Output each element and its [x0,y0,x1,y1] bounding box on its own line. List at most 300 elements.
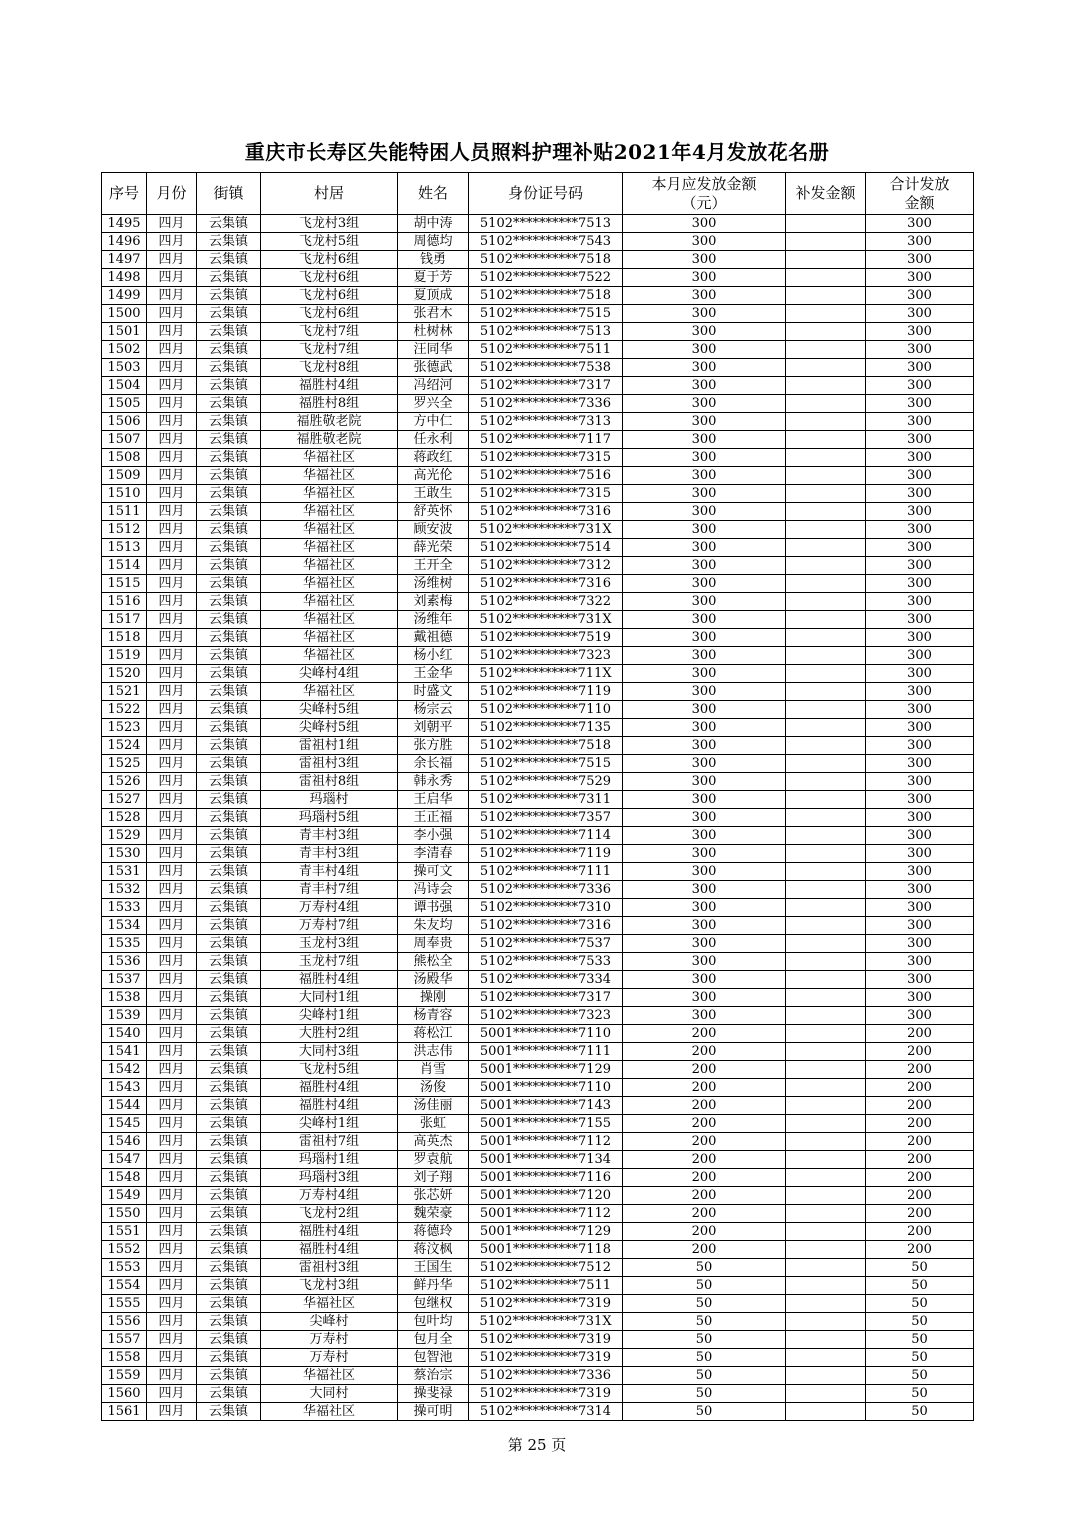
cell-due-amount: 300 [623,575,786,593]
cell-month: 四月 [147,521,197,539]
cell-supp-amount [786,323,866,341]
table-row [102,827,974,845]
cell-village: 青丰村3组 [261,845,398,863]
cell-id: 5102**********7323 [469,1007,623,1025]
table-row [102,863,974,881]
table-row [102,1205,974,1223]
cell-total-amount: 200 [866,1169,974,1187]
cell-town: 云集镇 [197,377,261,395]
cell-total-amount: 50 [866,1277,974,1295]
cell-name: 张君木 [398,305,469,323]
cell-name: 夏于芳 [398,269,469,287]
table-row [102,611,974,629]
cell-seq: 1507 [102,431,147,449]
cell-total-amount: 200 [866,1043,974,1061]
cell-due-amount: 300 [623,809,786,827]
cell-supp-amount [786,665,866,683]
cell-name: 戴祖德 [398,629,469,647]
cell-seq: 1534 [102,917,147,935]
cell-total-amount: 50 [866,1313,974,1331]
cell-name: 张方胜 [398,737,469,755]
page-title: 重庆市长寿区失能特困人员照料护理补贴2021年4月发放花名册 [244,140,830,164]
cell-due-amount: 200 [623,1061,786,1079]
cell-supp-amount [786,539,866,557]
cell-supp-amount [786,341,866,359]
cell-total-amount: 300 [866,287,974,305]
cell-seq: 1539 [102,1007,147,1025]
cell-id: 5102**********731X [469,611,623,629]
cell-due-amount: 300 [623,611,786,629]
cell-id: 5102**********7311 [469,791,623,809]
header-due-amount [623,173,786,215]
cell-name: 洪志伟 [398,1043,469,1061]
cell-month: 四月 [147,1061,197,1079]
table-row [102,395,974,413]
cell-seq: 1533 [102,899,147,917]
cell-month: 四月 [147,359,197,377]
cell-month: 四月 [147,1151,197,1169]
cell-month: 四月 [147,1097,197,1115]
cell-due-amount: 50 [623,1295,786,1313]
cell-total-amount: 50 [866,1331,974,1349]
cell-month: 四月 [147,683,197,701]
cell-supp-amount [786,629,866,647]
cell-name: 任永利 [398,431,469,449]
table-row [102,305,974,323]
cell-seq: 1556 [102,1313,147,1331]
cell-total-amount: 200 [866,1097,974,1115]
header-due-line1: 本月应发放金额 [651,174,757,193]
cell-town: 云集镇 [197,827,261,845]
cell-town: 云集镇 [197,953,261,971]
cell-name: 张德武 [398,359,469,377]
cell-name: 朱友均 [398,917,469,935]
table-row [102,845,974,863]
cell-village: 大胜村2组 [261,1025,398,1043]
cell-due-amount: 50 [623,1403,786,1421]
cell-name: 罗兴全 [398,395,469,413]
cell-seq: 1503 [102,359,147,377]
cell-due-amount: 300 [623,341,786,359]
table-row [102,359,974,377]
cell-town: 云集镇 [197,647,261,665]
cell-supp-amount [786,287,866,305]
cell-id: 5102**********731X [469,521,623,539]
cell-id: 5001**********7134 [469,1151,623,1169]
cell-month: 四月 [147,1331,197,1349]
cell-seq: 1517 [102,611,147,629]
cell-month: 四月 [147,1043,197,1061]
cell-seq: 1525 [102,755,147,773]
table-row [102,1223,974,1241]
cell-due-amount: 300 [623,539,786,557]
cell-total-amount: 300 [866,305,974,323]
cell-supp-amount [786,575,866,593]
cell-due-amount: 300 [623,737,786,755]
cell-total-amount: 300 [866,269,974,287]
cell-town: 云集镇 [197,269,261,287]
table-row [102,1241,974,1259]
cell-town: 云集镇 [197,845,261,863]
cell-village: 大同村1组 [261,989,398,1007]
cell-seq: 1510 [102,485,147,503]
cell-due-amount: 300 [623,359,786,377]
cell-supp-amount [786,1187,866,1205]
table-row [102,971,974,989]
cell-supp-amount [786,485,866,503]
cell-name: 钱勇 [398,251,469,269]
cell-id: 5102**********7543 [469,233,623,251]
cell-due-amount: 300 [623,305,786,323]
cell-due-amount: 200 [623,1025,786,1043]
cell-month: 四月 [147,377,197,395]
header-row [102,173,974,215]
table-row [102,1169,974,1187]
cell-name: 方中仁 [398,413,469,431]
cell-name: 张虹 [398,1115,469,1133]
cell-total-amount: 300 [866,773,974,791]
cell-village: 玛瑙村5组 [261,809,398,827]
cell-id: 5102**********7315 [469,449,623,467]
cell-id: 5102**********731X [469,1313,623,1331]
cell-id: 5001**********7155 [469,1115,623,1133]
cell-seq: 1557 [102,1331,147,1349]
cell-month: 四月 [147,323,197,341]
cell-town: 云集镇 [197,323,261,341]
cell-name: 汤佳丽 [398,1097,469,1115]
cell-supp-amount [786,1169,866,1187]
cell-due-amount: 300 [623,917,786,935]
cell-due-amount: 300 [623,683,786,701]
cell-seq: 1542 [102,1061,147,1079]
cell-seq: 1528 [102,809,147,827]
roster-body [102,215,974,1421]
cell-town: 云集镇 [197,917,261,935]
cell-seq: 1520 [102,665,147,683]
cell-supp-amount [786,881,866,899]
cell-supp-amount [786,827,866,845]
cell-due-amount: 300 [623,251,786,269]
cell-total-amount: 300 [866,719,974,737]
cell-seq: 1523 [102,719,147,737]
cell-seq: 1500 [102,305,147,323]
cell-name: 汤俊 [398,1079,469,1097]
cell-town: 云集镇 [197,467,261,485]
cell-month: 四月 [147,1277,197,1295]
cell-name: 操斐禄 [398,1385,469,1403]
cell-id: 5102**********7357 [469,809,623,827]
cell-seq: 1527 [102,791,147,809]
cell-supp-amount [786,611,866,629]
cell-due-amount: 300 [623,827,786,845]
cell-village: 雷祖村7组 [261,1133,398,1151]
cell-total-amount: 300 [866,629,974,647]
cell-supp-amount [786,701,866,719]
cell-village: 华福社区 [261,539,398,557]
cell-month: 四月 [147,575,197,593]
cell-name: 汪同华 [398,341,469,359]
cell-town: 云集镇 [197,521,261,539]
table-row [102,431,974,449]
cell-name: 操刚 [398,989,469,1007]
cell-village: 飞龙村6组 [261,305,398,323]
cell-town: 云集镇 [197,1331,261,1349]
cell-total-amount: 300 [866,827,974,845]
cell-seq: 1509 [102,467,147,485]
cell-id: 5102**********7537 [469,935,623,953]
cell-village: 玛瑙村1组 [261,1151,398,1169]
cell-id: 5102**********7315 [469,485,623,503]
cell-village: 飞龙村7组 [261,341,398,359]
cell-seq: 1499 [102,287,147,305]
cell-id: 5102**********7319 [469,1349,623,1367]
cell-total-amount: 200 [866,1241,974,1259]
cell-town: 云集镇 [197,1349,261,1367]
cell-name: 刘朝平 [398,719,469,737]
cell-name: 李清春 [398,845,469,863]
cell-town: 云集镇 [197,701,261,719]
table-row [102,791,974,809]
cell-village: 青丰村3组 [261,827,398,845]
table-row [102,773,974,791]
cell-month: 四月 [147,809,197,827]
cell-village: 尖峰村1组 [261,1115,398,1133]
cell-supp-amount [786,467,866,485]
cell-total-amount: 300 [866,449,974,467]
table-row [102,647,974,665]
cell-seq: 1495 [102,215,147,233]
cell-id: 5102**********7110 [469,701,623,719]
cell-month: 四月 [147,953,197,971]
cell-seq: 1504 [102,377,147,395]
cell-supp-amount [786,845,866,863]
cell-supp-amount [786,1349,866,1367]
cell-total-amount: 300 [866,233,974,251]
cell-month: 四月 [147,1169,197,1187]
cell-month: 四月 [147,1187,197,1205]
cell-supp-amount [786,863,866,881]
header-town: 街镇 [197,173,261,215]
cell-total-amount: 200 [866,1025,974,1043]
cell-total-amount: 200 [866,1079,974,1097]
cell-name: 蒋汶枫 [398,1241,469,1259]
cell-month: 四月 [147,593,197,611]
cell-month: 四月 [147,305,197,323]
cell-supp-amount [786,683,866,701]
cell-due-amount: 300 [623,431,786,449]
cell-total-amount: 300 [866,485,974,503]
cell-village: 福胜村4组 [261,1097,398,1115]
cell-town: 云集镇 [197,1403,261,1421]
cell-due-amount: 300 [623,953,786,971]
cell-seq: 1544 [102,1097,147,1115]
cell-id: 5102**********7114 [469,827,623,845]
cell-name: 杨小红 [398,647,469,665]
cell-total-amount: 300 [866,395,974,413]
cell-name: 王国生 [398,1259,469,1277]
cell-total-amount: 50 [866,1259,974,1277]
cell-village: 尖峰村 [261,1313,398,1331]
cell-supp-amount [786,773,866,791]
cell-month: 四月 [147,1403,197,1421]
table-row [102,377,974,395]
cell-name: 杨宗云 [398,701,469,719]
cell-seq: 1529 [102,827,147,845]
table-row [102,1259,974,1277]
cell-seq: 1516 [102,593,147,611]
cell-town: 云集镇 [197,359,261,377]
cell-seq: 1543 [102,1079,147,1097]
cell-month: 四月 [147,1385,197,1403]
cell-month: 四月 [147,1115,197,1133]
cell-town: 云集镇 [197,1151,261,1169]
cell-village: 华福社区 [261,467,398,485]
table-row [102,989,974,1007]
cell-total-amount: 300 [866,647,974,665]
cell-name: 王敢生 [398,485,469,503]
cell-village: 万寿村4组 [261,899,398,917]
table-row [102,1403,974,1421]
cell-month: 四月 [147,1367,197,1385]
cell-month: 四月 [147,1295,197,1313]
cell-seq: 1518 [102,629,147,647]
cell-supp-amount [786,1385,866,1403]
cell-village: 华福社区 [261,611,398,629]
cell-month: 四月 [147,665,197,683]
cell-village: 飞龙村5组 [261,233,398,251]
cell-month: 四月 [147,1007,197,1025]
cell-name: 肖雪 [398,1061,469,1079]
cell-town: 云集镇 [197,1115,261,1133]
cell-id: 5102**********7117 [469,431,623,449]
cell-name: 谭书强 [398,899,469,917]
cell-total-amount: 300 [866,917,974,935]
cell-seq: 1540 [102,1025,147,1043]
cell-id: 5102**********7319 [469,1385,623,1403]
cell-total-amount: 300 [866,971,974,989]
cell-town: 云集镇 [197,809,261,827]
table-row [102,467,974,485]
cell-id: 5102**********7313 [469,413,623,431]
cell-village: 华福社区 [261,1295,398,1313]
cell-town: 云集镇 [197,1277,261,1295]
cell-village: 飞龙村7组 [261,323,398,341]
table-row [102,1079,974,1097]
cell-supp-amount [786,1367,866,1385]
cell-total-amount: 300 [866,539,974,557]
cell-id: 5102**********7317 [469,989,623,1007]
table-row [102,1151,974,1169]
cell-seq: 1536 [102,953,147,971]
cell-due-amount: 50 [623,1349,786,1367]
cell-due-amount: 200 [623,1115,786,1133]
cell-supp-amount [786,305,866,323]
table-row [102,1007,974,1025]
cell-seq: 1545 [102,1115,147,1133]
table-row [102,1331,974,1349]
cell-supp-amount [786,1241,866,1259]
cell-seq: 1513 [102,539,147,557]
cell-town: 云集镇 [197,251,261,269]
cell-village: 万寿村 [261,1349,398,1367]
cell-month: 四月 [147,611,197,629]
table-row [102,485,974,503]
cell-supp-amount [786,215,866,233]
cell-month: 四月 [147,449,197,467]
cell-village: 华福社区 [261,575,398,593]
cell-supp-amount [786,413,866,431]
table-row [102,233,974,251]
cell-supp-amount [786,1097,866,1115]
cell-town: 云集镇 [197,755,261,773]
cell-month: 四月 [147,467,197,485]
cell-seq: 1541 [102,1043,147,1061]
cell-town: 云集镇 [197,1367,261,1385]
cell-seq: 1497 [102,251,147,269]
cell-village: 福胜村4组 [261,377,398,395]
table-row [102,1295,974,1313]
cell-due-amount: 300 [623,863,786,881]
cell-id: 5102**********7513 [469,323,623,341]
cell-village: 玛瑙村 [261,791,398,809]
cell-name: 蒋政红 [398,449,469,467]
cell-seq: 1526 [102,773,147,791]
cell-town: 云集镇 [197,503,261,521]
cell-due-amount: 200 [623,1223,786,1241]
cell-due-amount: 300 [623,323,786,341]
cell-id: 5102**********7513 [469,215,623,233]
cell-town: 云集镇 [197,1061,261,1079]
cell-due-amount: 300 [623,485,786,503]
cell-name: 操可明 [398,1403,469,1421]
cell-town: 云集镇 [197,1259,261,1277]
cell-id: 5102**********7135 [469,719,623,737]
cell-id: 5102**********7533 [469,953,623,971]
cell-total-amount: 300 [866,575,974,593]
cell-name: 王启华 [398,791,469,809]
cell-name: 包月全 [398,1331,469,1349]
cell-total-amount: 300 [866,809,974,827]
header-total-line2: 金额 [904,193,935,212]
cell-total-amount: 300 [866,593,974,611]
table-row [102,1115,974,1133]
cell-id: 5102**********7312 [469,557,623,575]
cell-due-amount: 300 [623,989,786,1007]
cell-seq: 1498 [102,269,147,287]
cell-village: 青丰村4组 [261,863,398,881]
cell-village: 华福社区 [261,683,398,701]
cell-due-amount: 300 [623,845,786,863]
cell-id: 5001**********7116 [469,1169,623,1187]
cell-id: 5001**********7111 [469,1043,623,1061]
cell-town: 云集镇 [197,971,261,989]
cell-due-amount: 50 [623,1385,786,1403]
cell-month: 四月 [147,395,197,413]
cell-id: 5001**********7110 [469,1079,623,1097]
cell-due-amount: 300 [623,269,786,287]
cell-month: 四月 [147,791,197,809]
cell-name: 蔡治宗 [398,1367,469,1385]
cell-month: 四月 [147,935,197,953]
table-row [102,449,974,467]
table-row [102,737,974,755]
cell-town: 云集镇 [197,575,261,593]
cell-supp-amount [786,1313,866,1331]
cell-total-amount: 50 [866,1349,974,1367]
cell-month: 四月 [147,1241,197,1259]
cell-name: 胡中涛 [398,215,469,233]
cell-name: 汤维树 [398,575,469,593]
